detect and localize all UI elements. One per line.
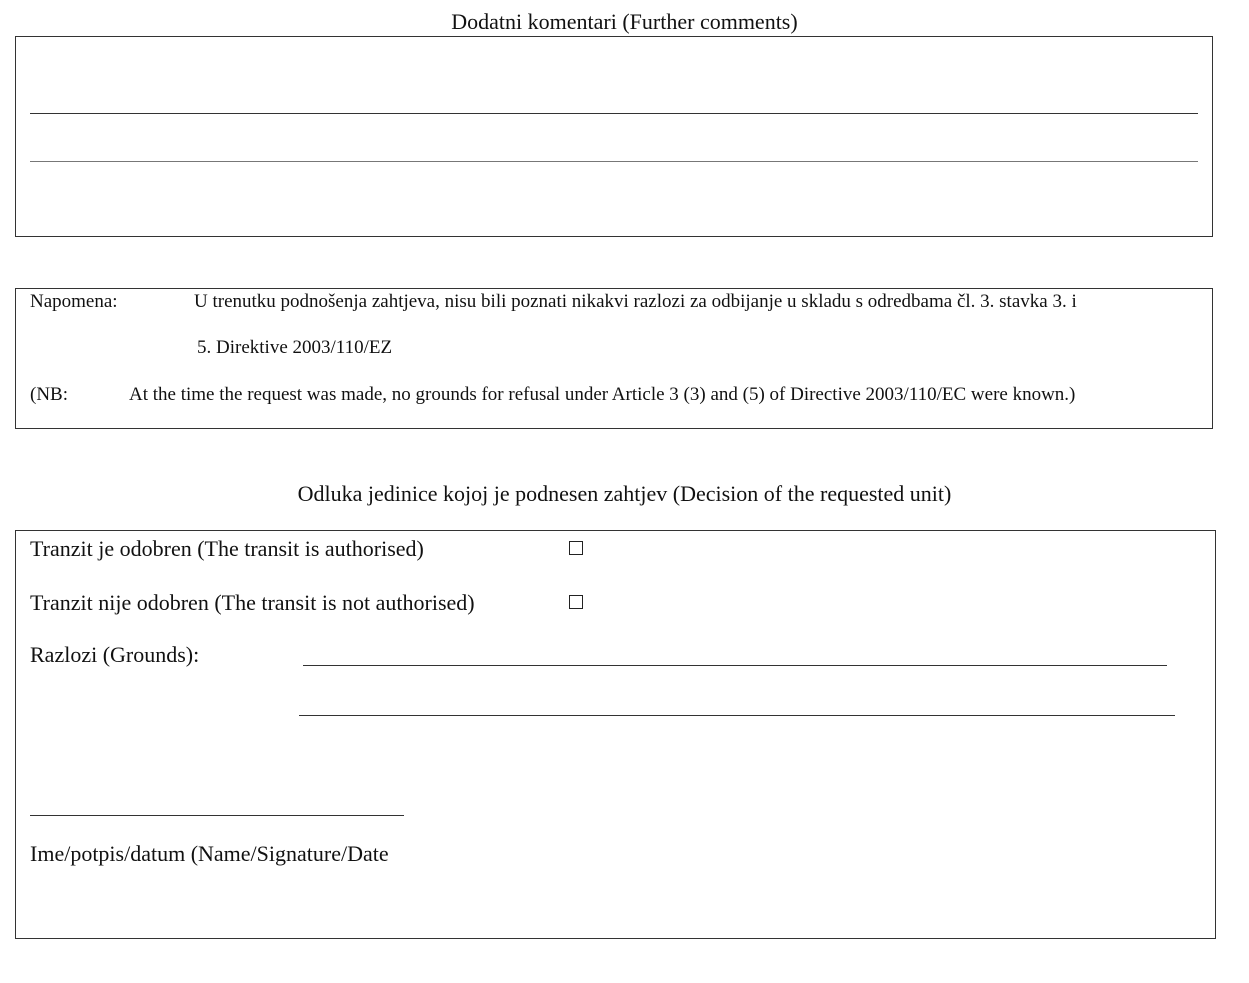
grounds-line-1[interactable] — [303, 665, 1167, 666]
nb-text: At the time the request was made, no grounds for refusal under Article 3 (3) and (5) of Directive 2003/110/EC were known.) — [129, 384, 1076, 405]
signature-line[interactable] — [30, 815, 404, 816]
authorised-checkbox[interactable] — [569, 541, 583, 555]
not-authorised-label: Tranzit nije odobren (The transit is not authorised) — [30, 590, 475, 615]
not-authorised-checkbox[interactable] — [569, 595, 583, 609]
decision-box — [15, 530, 1216, 939]
grounds-line-2[interactable] — [299, 715, 1175, 716]
comment-line-1[interactable] — [30, 113, 1198, 114]
comment-line-2[interactable] — [30, 161, 1198, 162]
authorised-label: Tranzit je odobren (The transit is authorised) — [30, 536, 424, 561]
signature-label: Ime/potpis/datum (Name/Signature/Date — [30, 841, 389, 866]
note-text-line2: 5. Direktive 2003/110/EZ — [197, 337, 393, 358]
nb-label: (NB: — [30, 384, 68, 405]
further-comments-box — [15, 36, 1213, 237]
note-box — [15, 288, 1213, 429]
note-text-line1: U trenutku podnošenja zahtjeva, nisu bili poznati nikakvi razlozi za odbijanje u skladu s odredbama čl. 3. stavka 3. i — [194, 291, 1077, 312]
note-label: Napomena: — [30, 291, 118, 312]
decision-title: Odluka jedinice kojoj je podnesen zahtjev (Decision of the requested unit) — [297, 481, 952, 506]
further-comments-title: Dodatni komentari (Further comments) — [451, 9, 798, 34]
grounds-label: Razlozi (Grounds): — [30, 642, 200, 667]
